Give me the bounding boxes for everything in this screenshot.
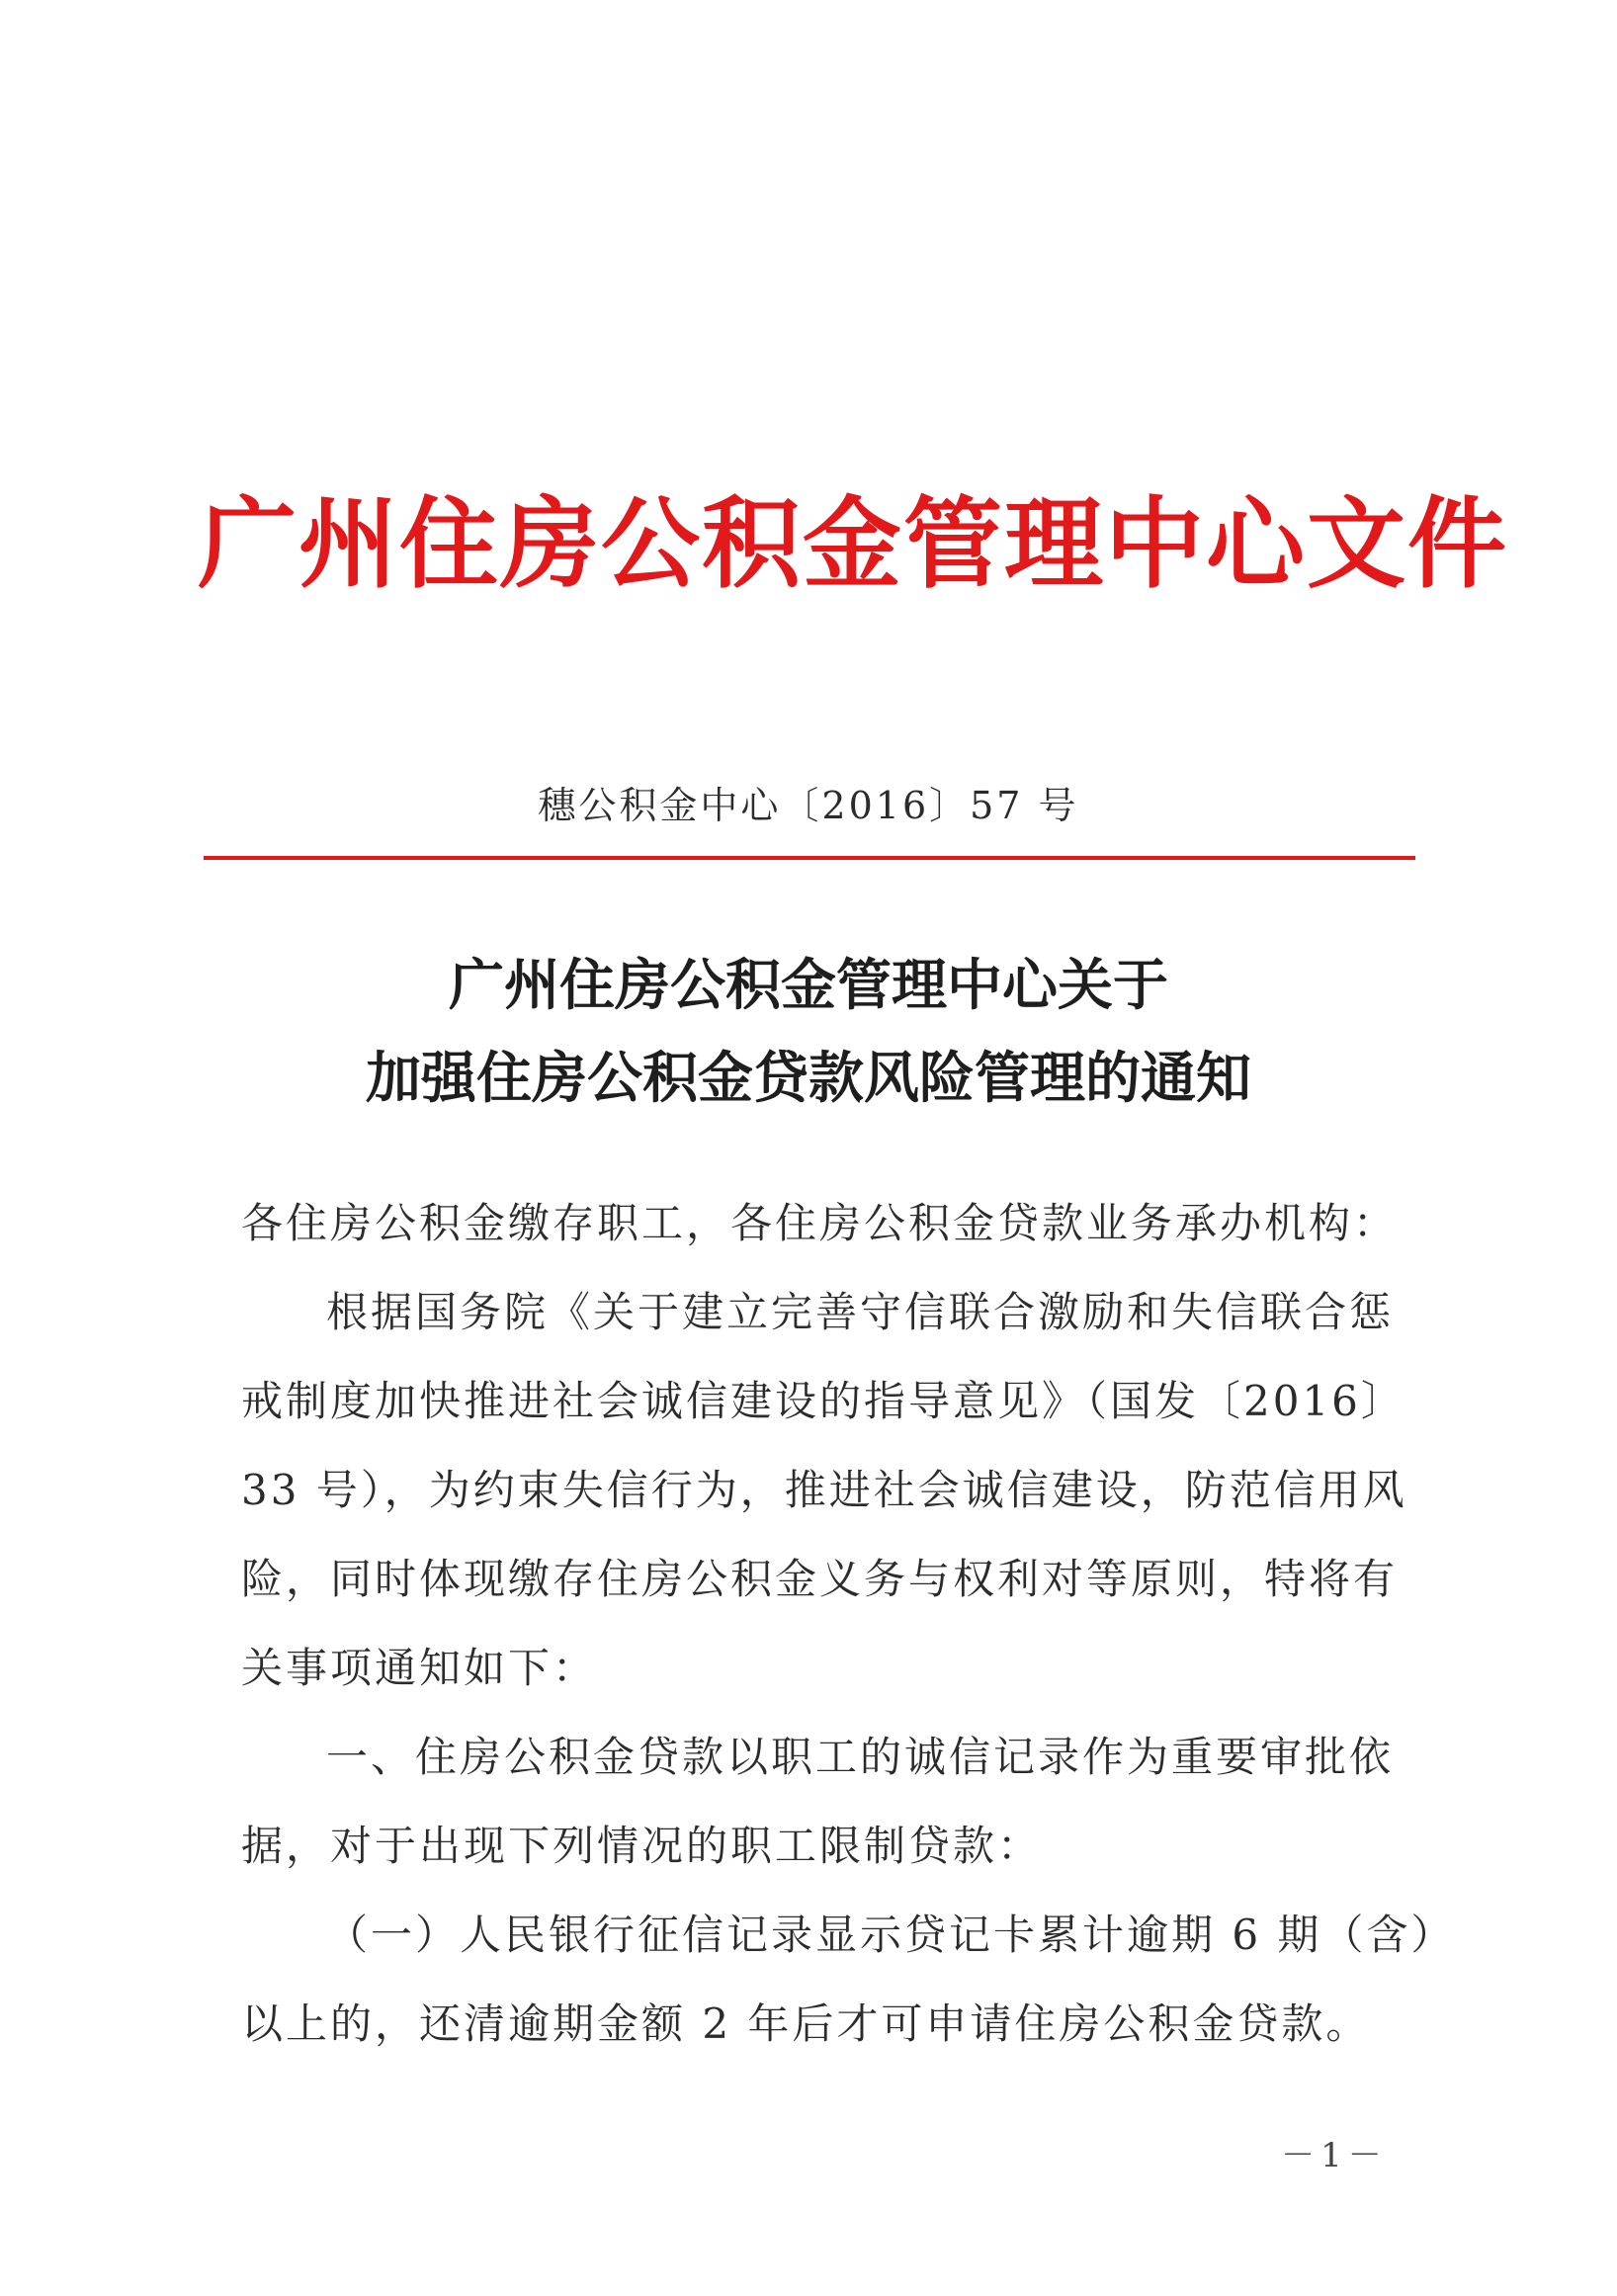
body-line: 以上的，还清逾期金额 2 年后才可申请住房公积金贷款。 <box>241 1999 1371 2048</box>
body-line: 33 号），为约束失信行为，推进社会诚信建设，防范信用风 <box>241 1466 1407 1514</box>
body-line: 戒制度加快推进社会诚信建设的指导意见》（国发〔2016〕 <box>241 1377 1405 1425</box>
body-line: 各住房公积金缴存职工，各住房公积金贷款业务承办机构： <box>241 1199 1399 1247</box>
body-line: 关事项通知如下： <box>241 1644 598 1692</box>
body-line: 险，同时体现缴存住房公积金义务与权利对等原则，特将有 <box>241 1555 1399 1603</box>
document-number: 穗公积金中心〔2016〕57 号 <box>538 784 1079 827</box>
issuer-title: 广州住房公积金管理中心文件 <box>198 485 1508 602</box>
page-number: －1－ <box>1281 2136 1388 2175</box>
notice-title-line-2: 加强住房公积金贷款风险管理的通知 <box>366 1047 1251 1111</box>
body-line: 根据国务院《关于建立完善守信联合激励和失信联合惩 <box>326 1288 1395 1336</box>
body-line: 据，对于出现下列情况的职工限制贷款： <box>241 1822 1043 1870</box>
body-line: （一）人民银行征信记录显示贷记卡累计逾期 6 期（含） <box>326 1911 1456 1959</box>
body-line: 一、住房公积金贷款以职工的诚信记录作为重要审批依 <box>326 1733 1395 1781</box>
notice-title-line-1: 广州住房公积金管理中心关于 <box>449 954 1168 1018</box>
red-divider <box>204 856 1415 860</box>
